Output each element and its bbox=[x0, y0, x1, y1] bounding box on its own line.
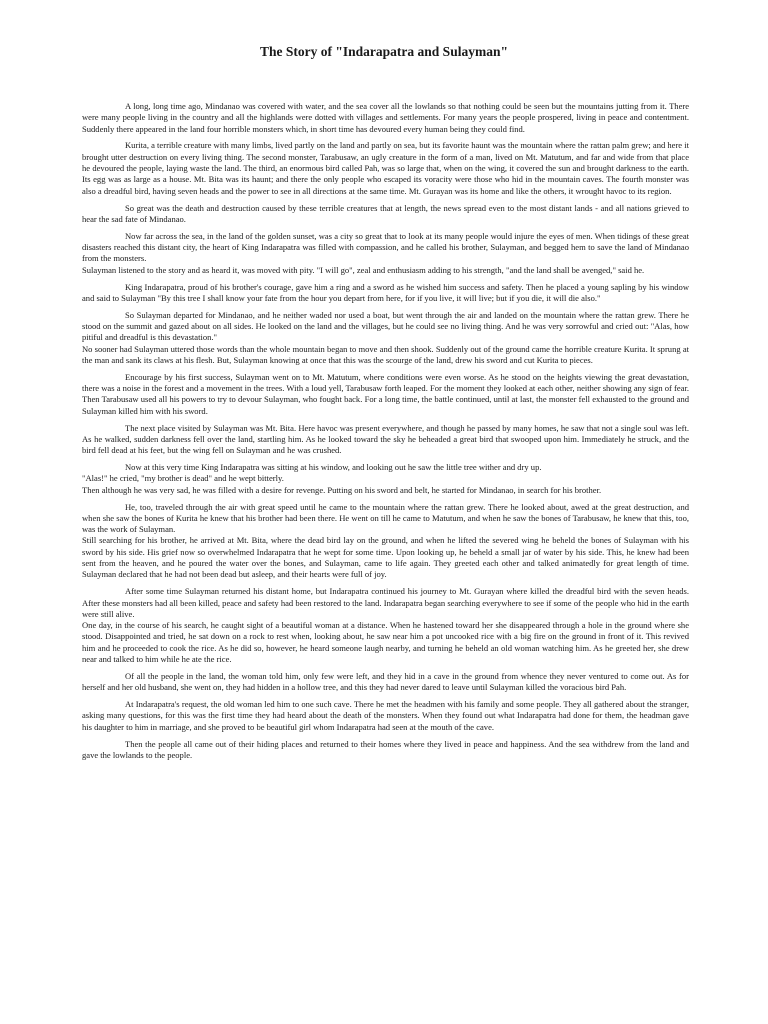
paragraph-1: A long, long time ago, Mindanao was covered with water, and the sea cover all the lowlands so that nothing could be seen but the mountains jutting from it. There were many people living in the country and all the highlands were dotted with villages and settlements. For many years the people prospered, living in peace and contentment. Suddenly there appeared in the land four horrible monsters which, in short time has devoured every human being they could find. bbox=[82, 101, 689, 134]
paragraph-18: Of all the people in the land, the woman told him, only few were left, and they hid in a cave in the ground from whence they never ventured to come out. As for herself and her old husband, she went on, they had hidden in a hollow tree, and this they had never dared to leave until Sulayman killed the voracious bird Pah. bbox=[82, 670, 689, 693]
paragraph-6: King Indarapatra, proud of his brother's courage, gave him a ring and a sword as he wished him success and safety. Then he placed a young sapling by his window and said to Sulayman "By this tree I shall know your fate from the hour you depart from here, for if you live, it will live; but if you die, it will die also." bbox=[82, 281, 689, 303]
paragraph-14: He, too, traveled through the air with great speed until he came to the mountain where the rattan grew. There he looked about, awed at the great destruction, and when she saw the bones of Kurita he knew that his brother had been there. He went on till he came to Matutum, and when he saw the bones of Tarabusaw, he knew that this, too, was the work of Sulayman. bbox=[82, 501, 689, 535]
paragraph-11: Now at this very time King Indarapatra was sitting at his window, and looking out he saw the little tree wither and dry up. bbox=[125, 462, 542, 473]
paragraph-19: At Indarapatra's request, the old woman led him to one such cave. There he met the headmen with his family and some people. They all gathered about the stranger, asking many questions, for this was the first time they had heard about the death of the monsters. When they found out what Indarapatra had done for them, the headman gave his daughter to him in marriage, and she proved to be beautiful girl whom Indarapatra had seen at the mouth of the cave. bbox=[82, 699, 689, 732]
paragraph-8: No sooner had Sulayman uttered those words than the whole mountain began to move and then shook. Suddenly out of the ground came the horrible creature Kurita. It sprung at the man and sank its claws at his flesh. But, Sulayman knowing at once that this was the scourge of the land, drew his sword and cut Kurita to pieces. bbox=[82, 343, 689, 365]
paragraph-10: The next place visited by Sulayman was Mt. Bita. Here havoc was present everywhere, and though he passed by many homes, he saw that not a single soul was left. As he walked, sudden darkness fell over the land, startling him. As he looked toward the sky he beheaded a great bird that swooped upon him. Immediately he struck, and the bird fell dead at his feet, but the wing fell on Sulayman and he was crushed. bbox=[82, 422, 689, 456]
paragraph-4: Now far across the sea, in the land of the golden sunset, was a city so great that to look at its many people would injure the eyes of men. When tidings of these great disasters reached this distant city, the heart of King Indarapatra was filled with compassion, and he called his brother, Sulayman, and begged hem to save the land of Mindanao from the monsters. bbox=[82, 230, 689, 264]
paragraph-13: Then although he was very sad, he was filled with a desire for revenge. Putting on his sword and belt, he started for Mindanao, in search for his brother. bbox=[82, 484, 602, 495]
paragraph-16: After some time Sulayman returned his distant home, but Indarapatra continued his journey to Mt. Gurayan where killed the dreadful bird with the seven heads. After these monsters had all been killed, peace and safety had been restored to the land. Indarapatra began searching everywhere to see if some of the people who hid in the earth were still alive. bbox=[82, 586, 689, 619]
paragraph-17: One day, in the course of his search, he caught sight of a beautiful woman at a distance. When he hastened toward her she disappeared through a hole in the ground where she stood. Disappointed and tried, he sat down on a rock to rest when, looking about, he saw near him a pot uncooked rice with a big fire on the ground in front of it. This revived him and he proceeded to cook the rice. As he did so, however, he heard someone laugh nearby, and turning he beheld an old woman watching him. As he greeted her, she drew near and talked to him while he ate the rice. bbox=[82, 620, 689, 664]
story-body bbox=[82, 101, 689, 767]
paragraph-9: Encourage by his first success, Sulayman went on to Mt. Matutum, where conditions were even worse. As he stood on the heights viewing the great devastation, there was a noise in the forest and a movement in the trees. With a loud yell, Tarabusaw forth leaped. For the moment they looked at each other, neither showing any sign of fear. Then Tarabusaw used all his powers to try to devour Sulayman, who fought back. For a long time, the battle continued, until at last, the monster fell exhausted to the ground and Sulayman killed him with his sword. bbox=[82, 371, 689, 416]
paragraph-15: Still searching for his brother, he arrived at Mt. Bita, where the dead bird lay on the ground, and when he lifted the severed wing he beheld the bones of Sulayman with his sword by his side. His grief now so overwhelmed Indarapatra that he wept for some time. Upon looking up, he beheld a small jar of water by his side. This, he knew had been sent from the heaven, and he poured the water over the bones, and Sulayman, came to life again. They greeted each other and talked animatedly for great length of time. Sulayman declared that he had not been dead but asleep, and their hearts were full of joy. bbox=[82, 535, 689, 580]
story-title: The Story of "Indarapatra and Sulayman" bbox=[260, 44, 508, 59]
paragraph-3: So great was the death and destruction caused by these terrible creatures that at length, the news spread even to the most distant lands - and all nations grieved to hear the sad fate of Mindanao. bbox=[82, 202, 689, 224]
paragraph-7: So Sulayman departed for Mindanao, and he neither waded nor used a boat, but went through the air and landed on the mountain where the rattan grew. There he stood on the summit and gazed about on all sides. He looked on the land and the villages, but he could see no living thing. And he was very sorrowful and cried out: "Alas, how pitiful and dreadful is this devastation." bbox=[82, 309, 689, 343]
paragraph-2: Kurita, a terrible creature with many limbs, lived partly on the land and partly on sea, but its favorite haunt was the mountain where the rattan palm grew; and here it brought utter destruction on every living thing. The second monster, Tarabusaw, an ugly creature in the form of a man, lived on Mt. Matutum, and far and wide from that place he devoured the people, laying waste the land. The third, an enormous bird called Pah, was so large that, when on the wing, it covered the sun and brought darkness to the earth. Its egg was as large as a house. Mt. Bita was its haunt; and there the only people who escaped its voracity were those who hid in the mountain caves. The fourth monster was also a dreadful bird, having seven heads and the power to see in all directions at the same time. Mt. Gurayan was its home and like the others, it wrought havoc to its region. bbox=[82, 140, 689, 196]
paragraph-5: Sulayman listened to the story and as heard it, was moved with pity. "I will go", zeal and enthusiasm adding to his strength, "and the land shall be avenged," said he. bbox=[82, 264, 645, 275]
paragraph-20: Then the people all came out of their hiding places and returned to their homes where they lived in peace and happiness. And the sea withdrew from the land and gave the lowlands to the people. bbox=[82, 738, 689, 760]
paragraph-12: "Alas!" he cried, "my brother is dead" and he wept bitterly. bbox=[82, 473, 284, 484]
